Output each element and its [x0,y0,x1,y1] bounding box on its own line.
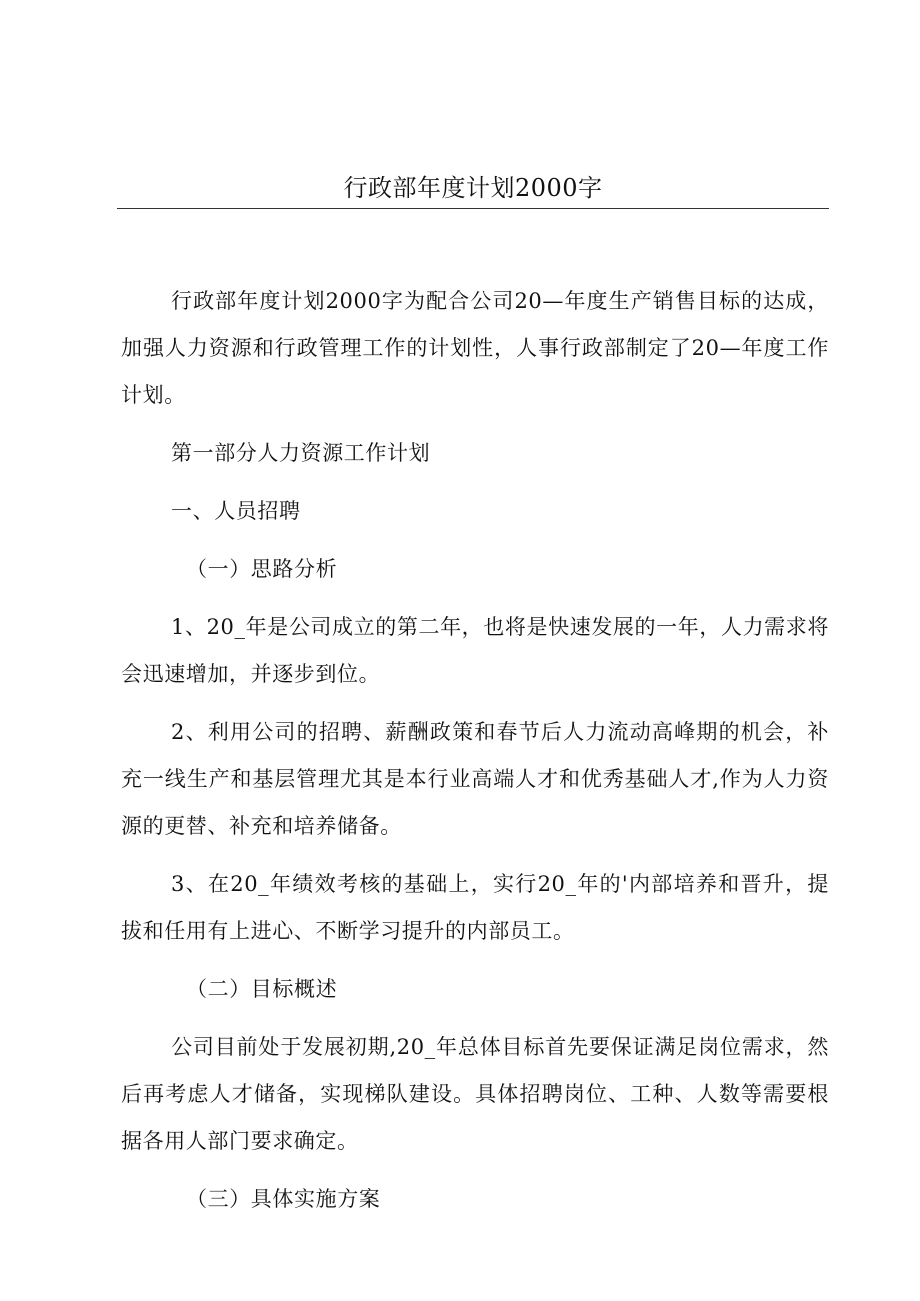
subsection-heading: （二）目标概述 [186,977,338,1001]
subsection-heading: （一）思路分析 [186,557,338,581]
title-underline [117,208,829,209]
list-item-paragraph: 3、在20_年绩效考核的基础上，实行20_年的'内部培养和晋升，提拔和任用有上进心、不断学习提升的内部员工。 [121,872,829,943]
section-heading: 一、人员招聘 [171,499,301,523]
subsection-heading: （三）具体实施方案 [186,1187,381,1211]
document-body [121,278,829,1234]
document-title: 行政部年度计划2000字 [343,174,603,202]
intro-paragraph: 行政部年度计划2000字为配合公司20—年度生产销售目标的达成，加强人力资源和行政管理工作的计划性，人事行政部制定了20—年度工作计划。 [121,289,829,407]
list-item-paragraph: 2、利用公司的招聘、薪酬政策和春节后人力流动高峰期的机会，补充一线生产和基层管理尤其是本行业高端人才和优秀基础人才,作为人力资源的更替、补充和培养储备。 [121,720,829,838]
part-heading: 第一部分人力资源工作计划 [171,441,431,465]
body-paragraph: 公司目前处于发展初期,20_年总体目标首先要保证满足岗位需求，然后再考虑人才储备，实现梯队建设。具体招聘岗位、工种、人数等需要根据各用人部门要求确定。 [121,1035,829,1153]
list-item-paragraph: 1、20_年是公司成立的第二年，也将是快速发展的一年，人力需求将会迅速增加，并逐步到位。 [121,615,829,686]
